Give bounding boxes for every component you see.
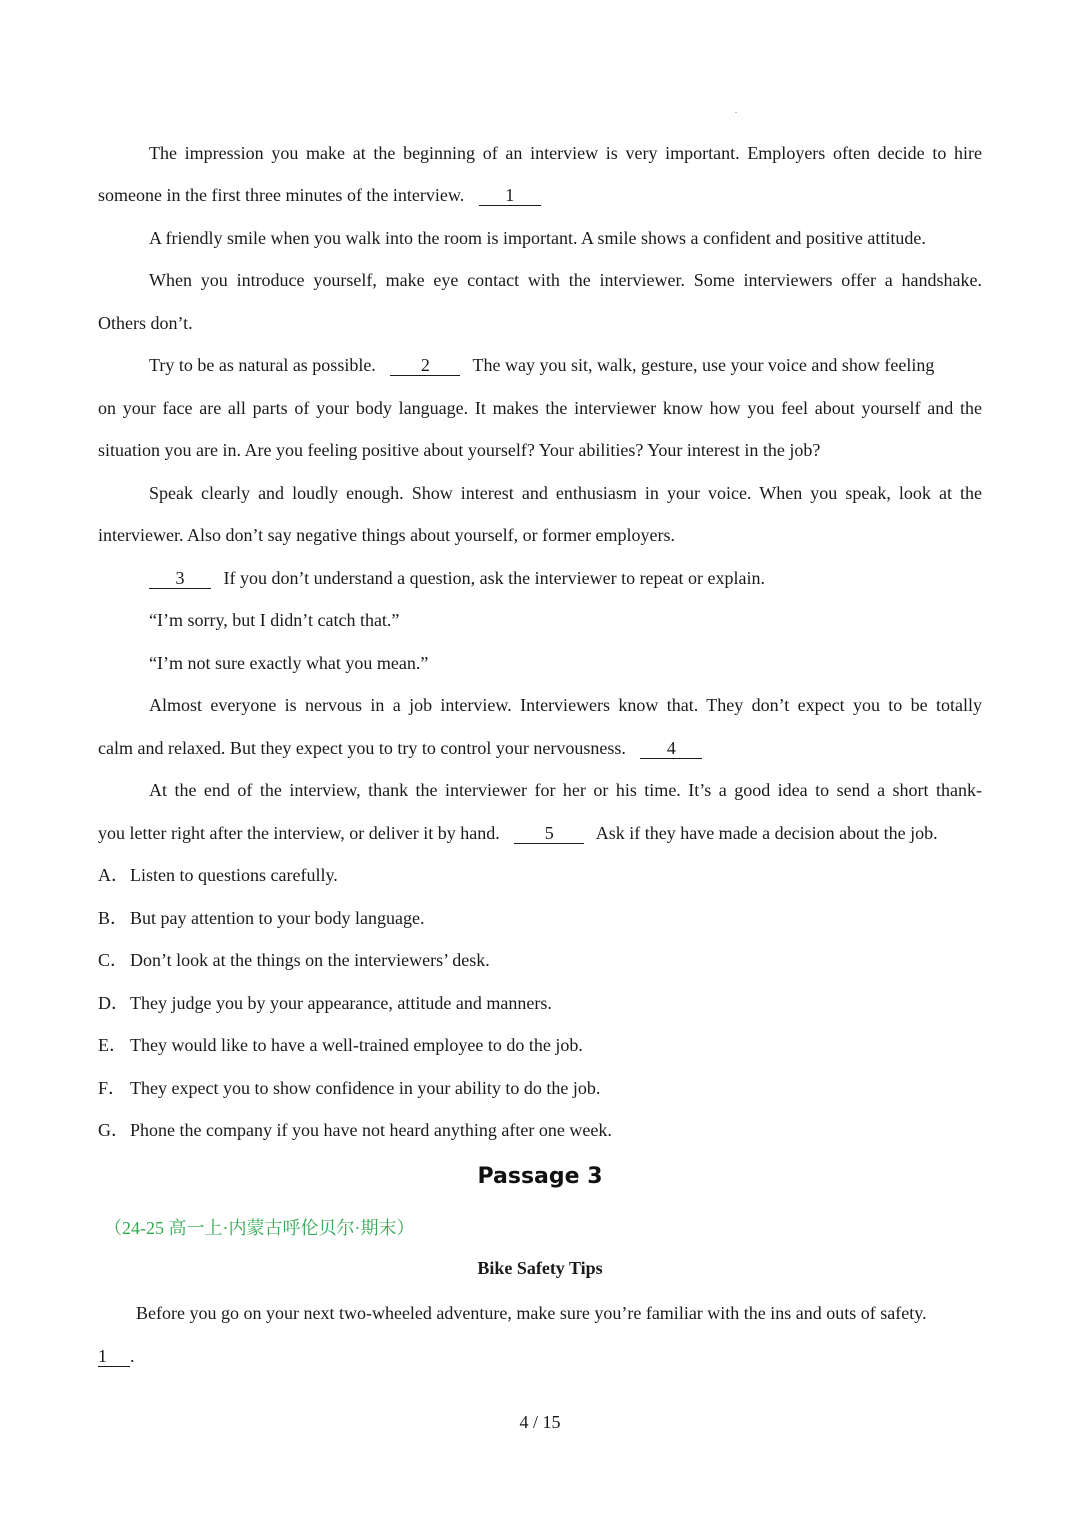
option-text: Don’t look at the things on the interviewers’ desk. <box>130 950 490 970</box>
paragraph-7-line-1: Almost everyone is nervous in a job interview. Interviewers know that. They don’t expect you to be totally <box>149 695 982 715</box>
paragraph-3-line-2: Others don’t. <box>98 313 193 333</box>
option-a <box>98 863 982 887</box>
blank-suffix: . <box>130 1346 135 1366</box>
blank-4: 4 <box>640 738 702 759</box>
paragraph-1-text: someone in the first three minutes of the interview. <box>98 185 465 205</box>
paragraph-5-line-2: interviewer. Also don’t say negative things about yourself, or former employers. <box>98 525 676 545</box>
option-letter: E． <box>98 1035 127 1055</box>
option-text: But pay attention to your body language. <box>130 908 425 928</box>
paragraph-4-line-3: situation you are in. Are you feeling positive about yourself? Your abilities? Your interest in the job? <box>98 440 821 460</box>
paragraph-6-text: If you don’t understand a question, ask the interviewer to repeat or explain. <box>223 568 766 588</box>
option-text: They expect you to show confidence in your ability to do the job. <box>130 1078 601 1098</box>
paragraph-8-pre: you letter right after the interview, or deliver it by hand. <box>98 823 500 843</box>
option-letter: D． <box>98 993 129 1013</box>
option-d <box>98 991 982 1015</box>
paragraph-4-line-2: on your face are all parts of your body language. It makes the interviewer know how you feel about yourself and the <box>98 398 982 418</box>
option-f <box>98 1076 982 1100</box>
scan-speck <box>735 112 737 113</box>
option-text: They judge you by your appearance, attitude and manners. <box>130 993 552 1013</box>
paragraph-8-line-1: At the end of the interview, thank the interviewer for her or his time. It’s a good idea to send a short thank- <box>149 780 982 800</box>
paragraph-7-text: calm and relaxed. But they expect you to try to control your nervousness. <box>98 738 626 758</box>
paragraph-1-line-2 <box>98 183 982 207</box>
option-g <box>98 1118 982 1142</box>
option-text: Listen to questions carefully. <box>130 865 338 885</box>
option-letter: G． <box>98 1120 129 1140</box>
paragraph-5-line-1: Speak clearly and loudly enough. Show interest and enthusiasm in your voice. When you speak, look at the <box>149 483 982 503</box>
paragraph-3-line-1: When you introduce yourself, make eye contact with the interviewer. Some interviewers offer a handshake. <box>149 270 982 290</box>
blank-3: 3 <box>149 568 211 589</box>
passage-heading: Passage 3 <box>477 1164 603 1189</box>
option-e <box>98 1033 982 1057</box>
question-source: （24-25 高一上·内蒙古呼伦贝尔·期末） <box>104 1218 415 1238</box>
passage-3-blank-line <box>98 1344 982 1368</box>
paragraph-2: A friendly smile when you walk into the room is important. A smile shows a confident and positive attitude. <box>149 228 926 248</box>
page-number: 4 / 15 <box>519 1412 561 1432</box>
paragraph-4-post: The way you sit, walk, gesture, use your voice and show feeling <box>472 355 935 375</box>
paragraph-6 <box>149 566 982 590</box>
option-letter: C． <box>98 950 129 970</box>
passage-3-blank-1: 1 <box>98 1346 130 1367</box>
option-c <box>98 948 982 972</box>
paragraph-4-pre: Try to be as natural as possible. <box>149 355 376 375</box>
passage-3-intro: Before you go on your next two-wheeled adventure, make sure you’re familiar with the ins and outs of safety. <box>136 1303 927 1323</box>
option-letter: A． <box>98 865 129 885</box>
option-text: They would like to have a well-trained employee to do the job. <box>130 1035 583 1055</box>
option-text: Phone the company if you have not heard anything after one week. <box>130 1120 612 1140</box>
paragraph-4-line-1 <box>149 353 982 377</box>
quote-1: “I’m sorry, but I didn’t catch that.” <box>149 610 400 630</box>
option-letter: F． <box>98 1078 127 1098</box>
paragraph-7-line-2 <box>98 736 982 760</box>
paragraph-8-post: Ask if they have made a decision about the job. <box>595 823 938 843</box>
blank-2: 2 <box>390 355 460 376</box>
blank-1: 1 <box>479 185 541 206</box>
option-letter: B． <box>98 908 129 928</box>
paragraph-8-line-2 <box>98 821 982 845</box>
article-title: Bike Safety Tips <box>477 1258 603 1278</box>
option-b <box>98 906 982 930</box>
paragraph-1-line-1: The impression you make at the beginning of an interview is very important. Employers often decide to hire <box>149 143 982 163</box>
quote-2: “I’m not sure exactly what you mean.” <box>149 653 429 673</box>
blank-5: 5 <box>514 823 584 844</box>
